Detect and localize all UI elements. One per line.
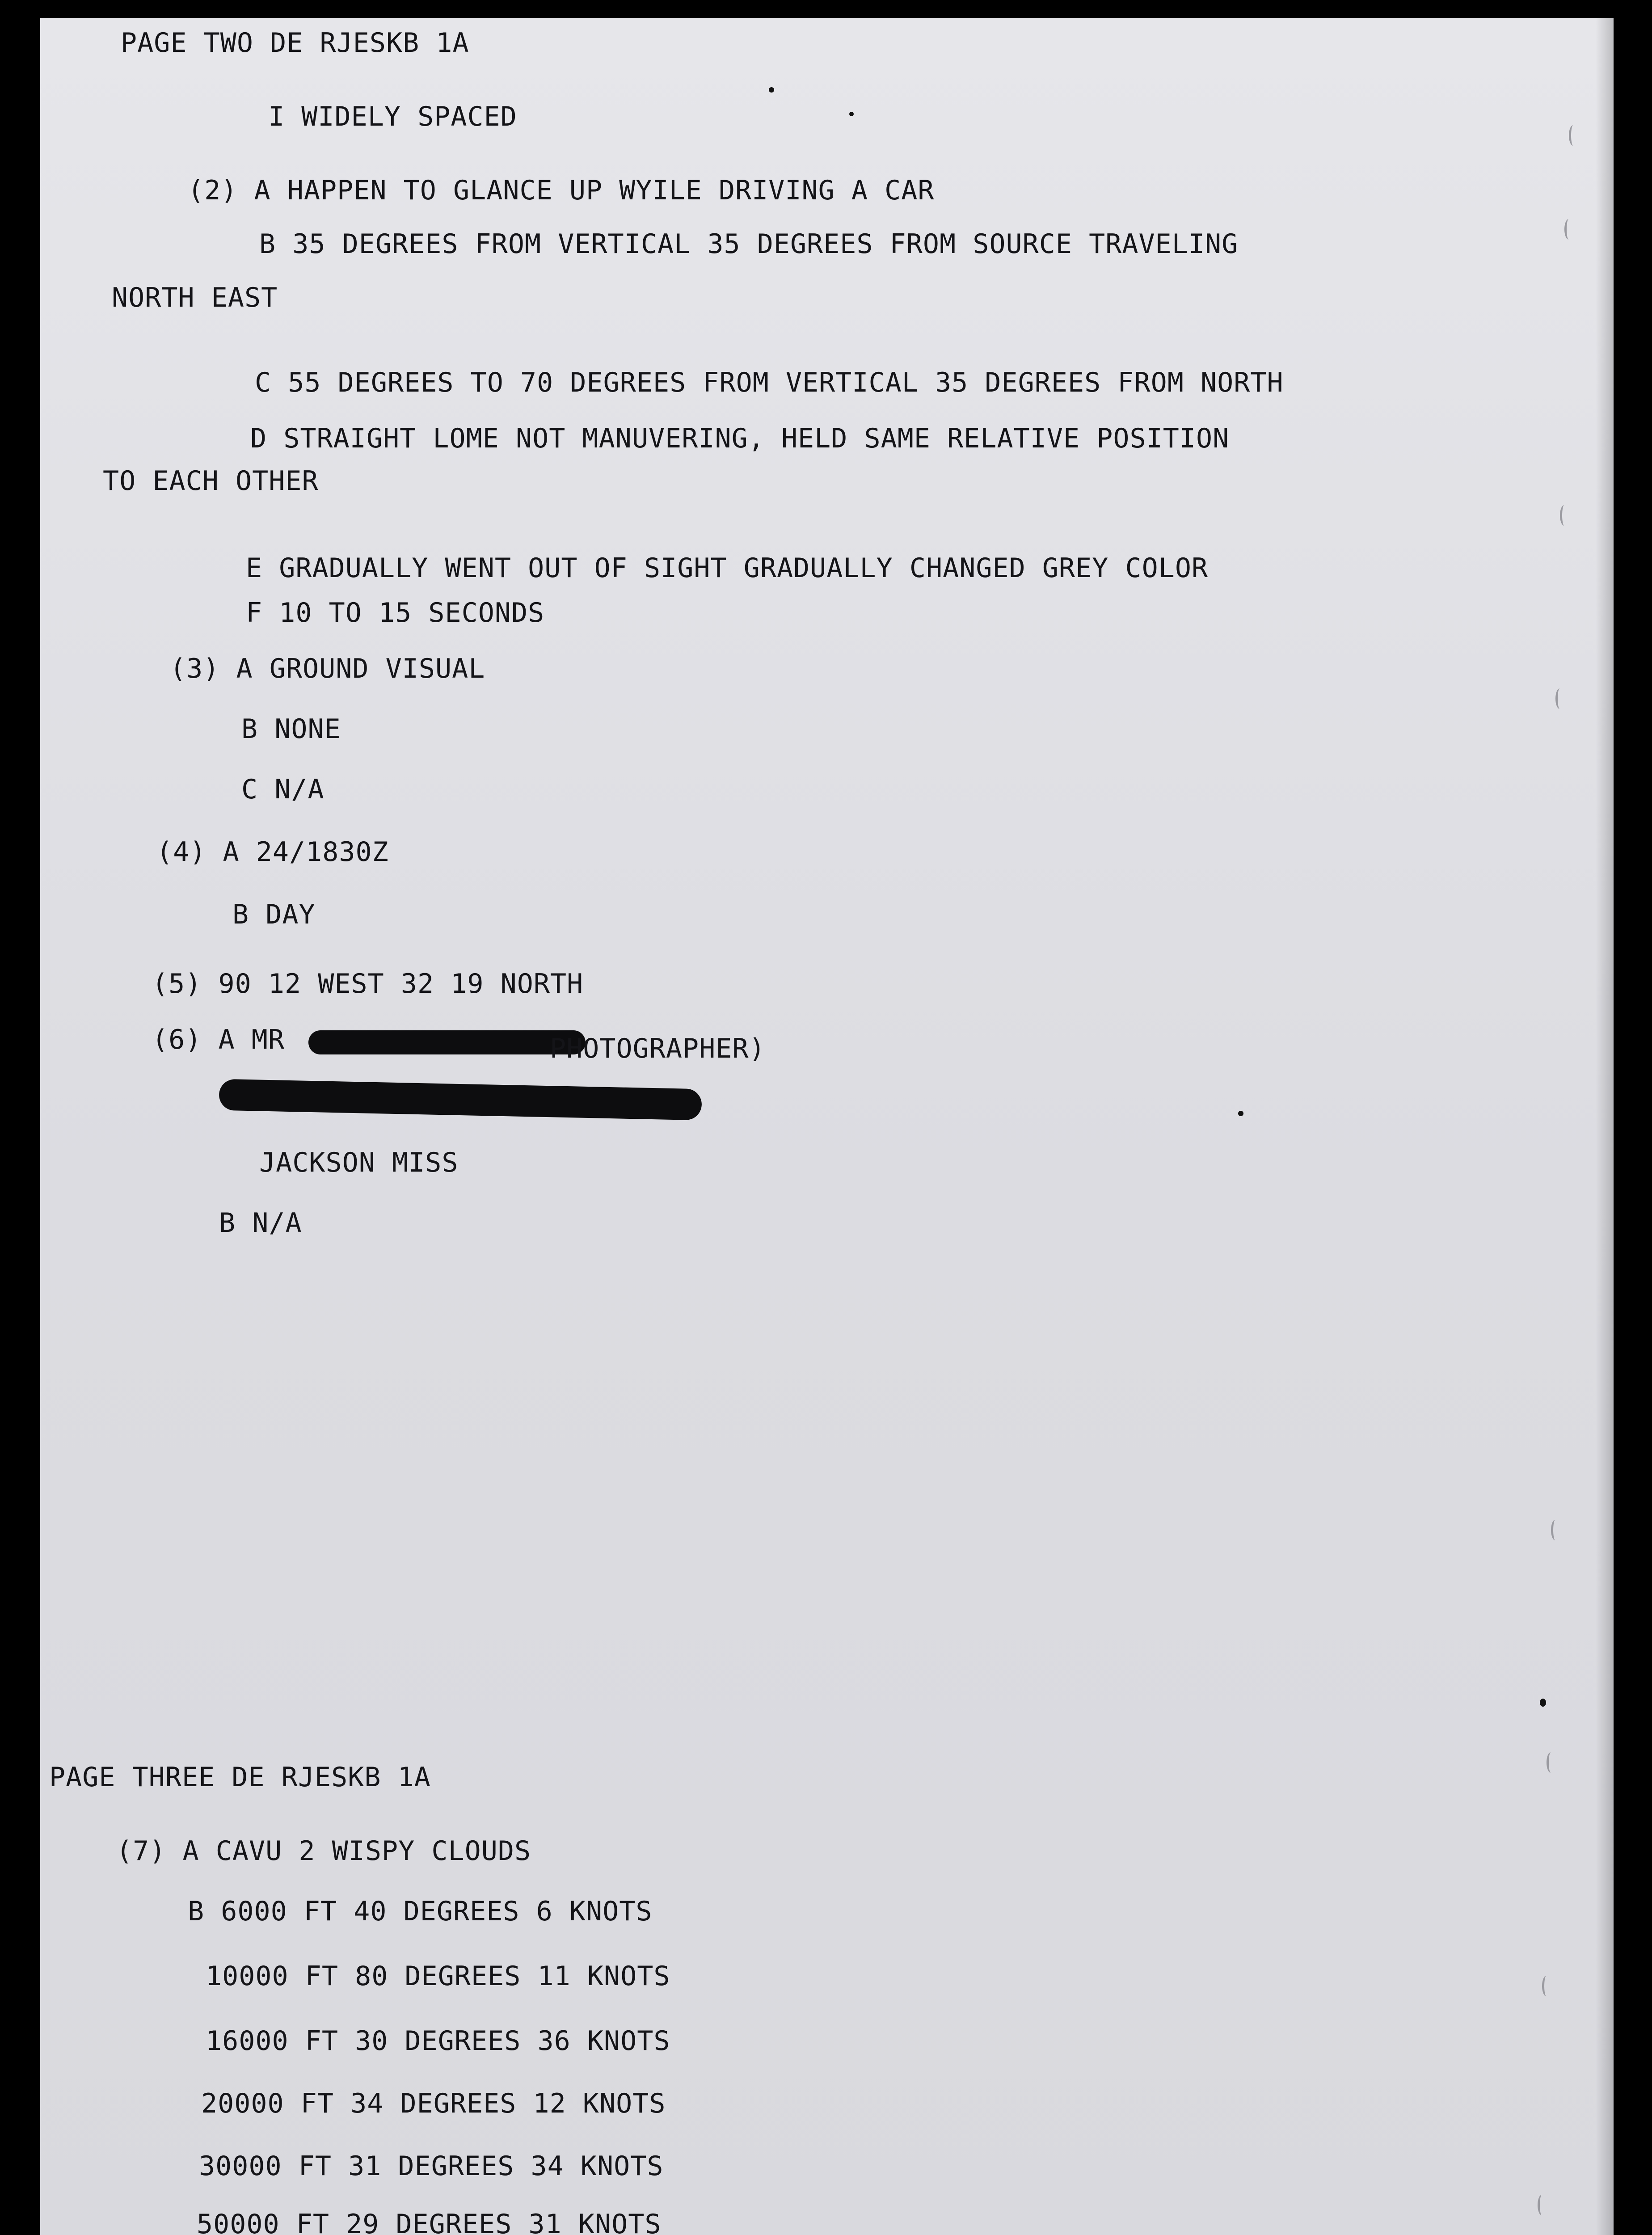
text-line: (7) A CAVU 2 WISPY CLOUDS	[116, 1835, 531, 1867]
text-line: (6) A MR	[152, 1024, 285, 1055]
page-edge-shadow	[1596, 18, 1614, 2235]
margin-mark	[1542, 1976, 1551, 1996]
margin-mark	[1560, 505, 1568, 526]
text-line: NORTH EAST	[112, 282, 278, 313]
text-line: D STRAIGHT LOME NOT MANUVERING, HELD SAME RELATIVE POSITION	[250, 423, 1230, 454]
text-line: B DAY	[232, 899, 316, 930]
text-line: (4) A 24/1830Z	[156, 836, 389, 868]
text-line: (5) 90 12 WEST 32 19 NORTH	[152, 968, 584, 999]
text-line: B 35 DEGREES FROM VERTICAL 35 DEGREES FROM SOURCE TRAVELING	[259, 228, 1239, 260]
text-line: B 6000 FT 40 DEGREES 6 KNOTS	[188, 1896, 653, 1927]
redaction-bar	[308, 1030, 586, 1054]
text-line: B N/A	[219, 1207, 302, 1239]
text-line: C N/A	[241, 774, 324, 805]
margin-mark	[1555, 688, 1564, 709]
ink-dot	[1238, 1111, 1243, 1116]
text-line: PHOTOGRAPHER)	[550, 1033, 766, 1064]
margin-mark	[1564, 219, 1573, 240]
text-line: (2) A HAPPEN TO GLANCE UP WYILE DRIVING A CAR	[188, 175, 935, 206]
text-line: TO EACH OTHER	[103, 465, 319, 497]
text-line: B NONE	[241, 713, 341, 745]
text-line: E GRADUALLY WENT OUT OF SIGHT GRADUALLY CHANGED GREY COLOR	[246, 552, 1209, 584]
margin-mark	[1538, 2195, 1546, 2215]
page-three-header: PAGE THREE DE RJESKB 1A	[49, 1762, 431, 1793]
text-line: 16000 FT 30 DEGREES 36 KNOTS	[206, 2025, 670, 2057]
page-two-header: PAGE TWO DE RJESKB 1A	[121, 27, 469, 59]
text-line: C 55 DEGREES TO 70 DEGREES FROM VERTICAL 35 DEGREES FROM NORTH	[255, 367, 1284, 398]
document-page	[40, 18, 1614, 2235]
ink-dot	[849, 112, 854, 116]
text-line: 30000 FT 31 DEGREES 34 KNOTS	[199, 2151, 664, 2182]
text-line: F 10 TO 15 SECONDS	[246, 597, 545, 628]
text-line: 20000 FT 34 DEGREES 12 KNOTS	[201, 2088, 666, 2119]
ink-dot	[1540, 1699, 1546, 1707]
ink-dot	[769, 87, 774, 93]
text-line: 50000 FT 29 DEGREES 31 KNOTS	[197, 2209, 662, 2235]
text-line: (3) A GROUND VISUAL	[170, 653, 485, 684]
redaction-bar	[219, 1079, 702, 1121]
margin-mark	[1569, 125, 1577, 146]
text-line: 10000 FT 80 DEGREES 11 KNOTS	[206, 1961, 670, 1992]
text-line: JACKSON MISS	[259, 1147, 459, 1178]
margin-mark	[1547, 1752, 1555, 1773]
text-line: I WIDELY SPACED	[268, 101, 517, 132]
margin-mark	[1551, 1520, 1559, 1540]
